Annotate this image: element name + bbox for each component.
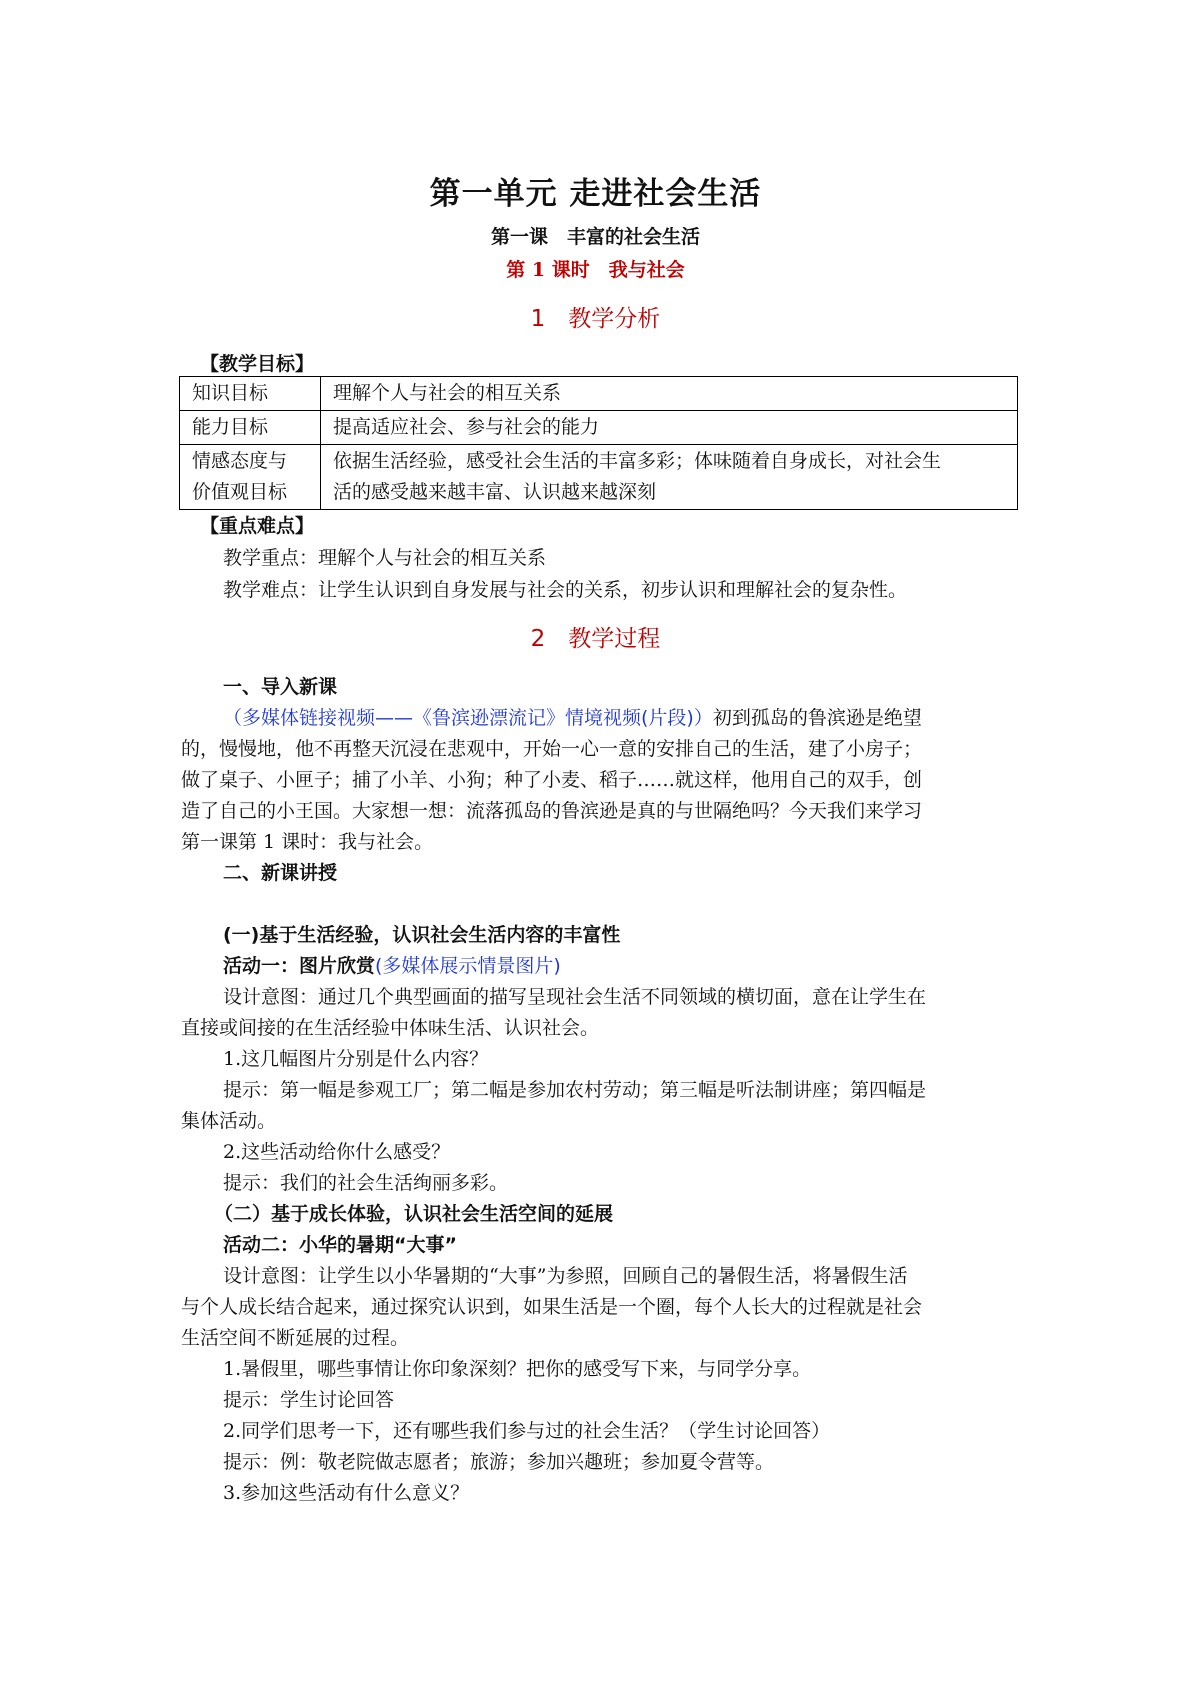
difficulty-line xyxy=(223,575,907,602)
focus-text: 理解个人与社会的相互关系 xyxy=(318,547,547,569)
hint2-line xyxy=(223,1168,508,1195)
hint-label: 提示： xyxy=(223,1079,281,1101)
question-5: 3.参加这些活动有什么意义？ xyxy=(223,1482,470,1504)
hint4-text: 例：敬老院做志愿者；旅游；参加兴趣班；参加夏令营等。 xyxy=(280,1451,775,1473)
period-title: 第 1 课时 我与社会 xyxy=(506,259,685,281)
section-heading-process: 2 教学过程 xyxy=(530,626,661,652)
design1-line: 直接或间接的在生活经验中体味生活、认识社会。 xyxy=(181,1017,600,1039)
hint-label: 提示： xyxy=(223,1451,281,1473)
intro-line: 造了自己的小王国。大家想一想：流落孤岛的鲁滨逊是真的与世隔绝吗？今天我们来学习 xyxy=(181,800,923,822)
question-2: 2.这些活动给你什么感受？ xyxy=(223,1141,451,1163)
goal-key-line: 情感态度与 xyxy=(192,450,288,472)
activity1-media-note: (多媒体展示情景图片) xyxy=(375,955,561,977)
table-row xyxy=(180,411,1018,445)
goal-key: 能力目标 xyxy=(180,411,321,445)
design1-line xyxy=(223,982,926,1009)
goal-value: 提高适应社会、参与社会的能力 xyxy=(321,411,1018,445)
hint4-line xyxy=(223,1447,774,1474)
question-1: 1.这几幅图片分别是什么内容？ xyxy=(223,1048,489,1070)
section-heading-analysis: 1 教学分析 xyxy=(530,306,661,332)
intro-line: 做了桌子、小匣子；捕了小羊、小狗；种了小麦、稻子……就这样，他用自己的双手，创 xyxy=(181,769,923,791)
intro-media-note: （多媒体链接视频——《鲁滨逊漂流记》情境视频(片段)） xyxy=(223,707,713,729)
design2-line: 与个人成长结合起来，通过探究认识到，如果生活是一个圈，每个人长大的过程就是社会 xyxy=(181,1296,923,1318)
difficulty-label: 教学难点： xyxy=(223,579,319,601)
activity1-label: 活动一：图片欣赏 xyxy=(223,955,376,977)
lesson-title: 第一课 丰富的社会生活 xyxy=(490,226,700,248)
focus-label: 教学重点： xyxy=(223,547,319,569)
design2-text: 让学生以小华暑期的“大事”为参照，回顾自己的暑假生活，将暑假生活 xyxy=(318,1265,908,1287)
key-points-tag: 【重点难点】 xyxy=(200,515,315,537)
table-row xyxy=(180,377,1018,411)
part1-heading: (一)基于生活经验，认识社会生活内容的丰富性 xyxy=(223,924,621,946)
hint-label: 提示： xyxy=(223,1172,281,1194)
hint3-line xyxy=(223,1385,394,1412)
intro-text: 初到孤岛的鲁滨逊是绝望 xyxy=(712,707,922,729)
goals-table xyxy=(179,376,1018,510)
hint2-text: 我们的社会生活绚丽多彩。 xyxy=(280,1172,509,1194)
question-4: 2.同学们思考一下，还有哪些我们参与过的社会生活？（学生讨论回答） xyxy=(223,1420,831,1442)
activity2-heading: 活动二：小华的暑期“大事” xyxy=(223,1234,457,1256)
intro-line: 第一课第 1 课时：我与社会。 xyxy=(181,831,434,853)
goal-key-line: 价值观目标 xyxy=(192,481,288,503)
goal-value-line: 活的感受越来越丰富、认识越来越深刻 xyxy=(333,481,657,503)
new-lesson-heading: 二、新课讲授 xyxy=(223,862,338,884)
hint1-line: 集体活动。 xyxy=(181,1110,277,1132)
difficulty-text: 让学生认识到自身发展与社会的关系，初步认识和理解社会的复杂性。 xyxy=(318,579,908,601)
goal-value-line: 依据生活经验，感受社会生活的丰富多彩；体味随着自身成长，对社会生 xyxy=(333,450,942,472)
intro-line xyxy=(223,703,922,730)
hint1-text: 第一幅是参观工厂；第二幅是参加农村劳动；第三幅是听法制讲座；第四幅是 xyxy=(280,1079,927,1101)
intro-line: 的，慢慢地，他不再整天沉浸在悲观中，开始一心一意的安排自己的生活，建了小房子； xyxy=(181,738,923,760)
goal-key: 知识目标 xyxy=(180,377,321,411)
design2-line xyxy=(223,1261,907,1288)
goal-key xyxy=(180,445,321,510)
design2-line: 生活空间不断延展的过程。 xyxy=(181,1327,410,1349)
goal-value xyxy=(321,445,1018,510)
intro-heading: 一、导入新课 xyxy=(223,676,338,698)
question-3: 1.暑假里，哪些事情让你印象深刻？把你的感受写下来，与同学分享。 xyxy=(223,1358,812,1380)
goals-tag: 【教学目标】 xyxy=(200,353,315,375)
design1-text: 通过几个典型画面的描写呈现社会生活不同领域的横切面，意在让学生在 xyxy=(318,986,927,1008)
hint3-text: 学生讨论回答 xyxy=(280,1389,395,1411)
hint1-line xyxy=(223,1075,926,1102)
table-row xyxy=(180,445,1018,510)
focus-line xyxy=(223,543,546,570)
unit-title: 第一单元 走进社会生活 xyxy=(429,176,762,212)
design1-label: 设计意图： xyxy=(223,986,319,1008)
part2-heading: （二）基于成长体验，认识社会生活空间的延展 xyxy=(214,1203,614,1225)
design2-label: 设计意图： xyxy=(223,1265,319,1287)
hint-label: 提示： xyxy=(223,1389,281,1411)
activity1-line xyxy=(223,951,561,978)
goal-value: 理解个人与社会的相互关系 xyxy=(321,377,1018,411)
